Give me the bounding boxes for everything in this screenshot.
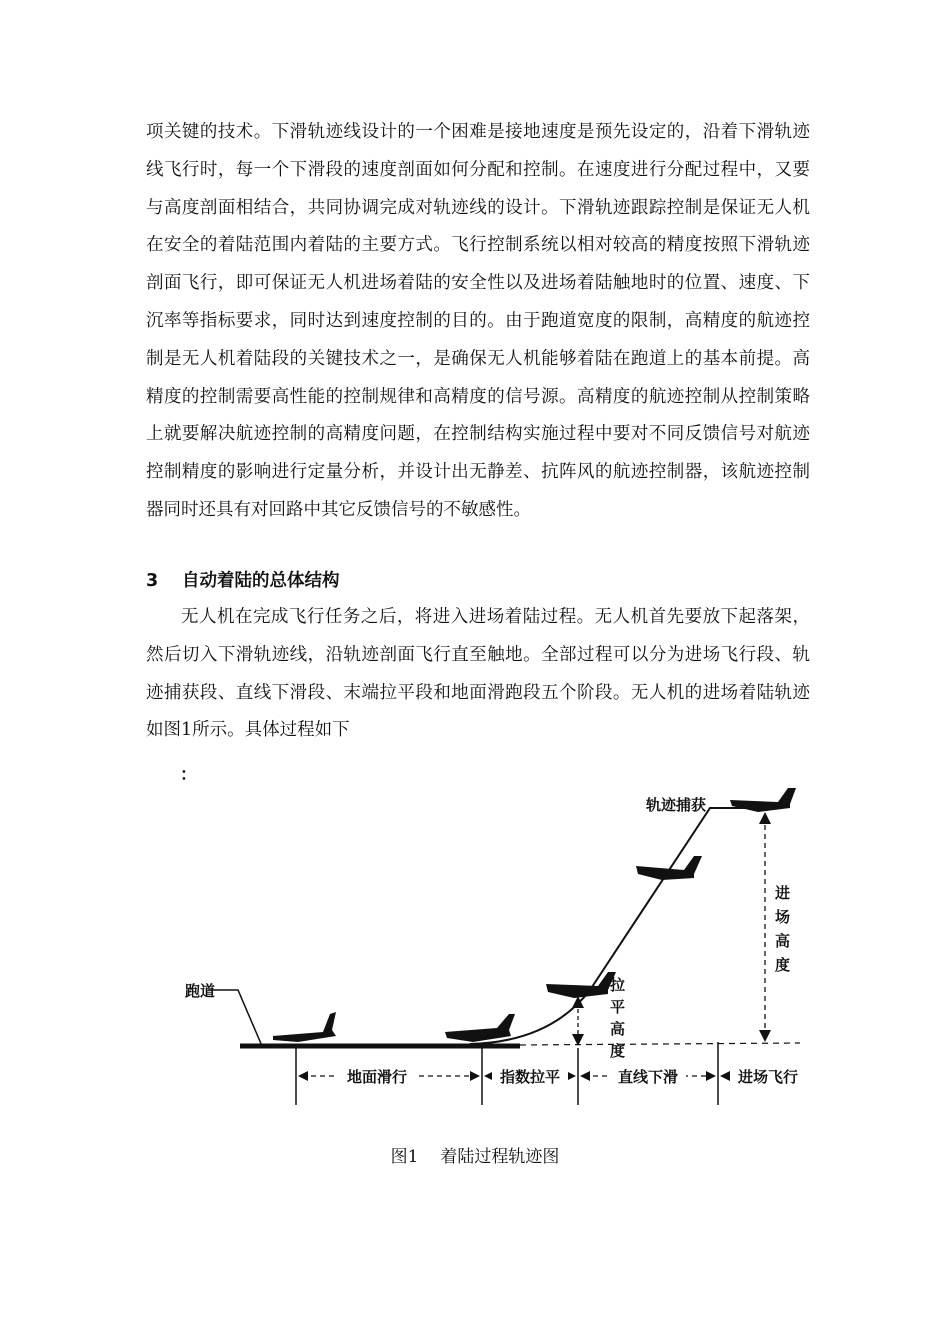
segment-label-approach-flight: 进场飞行	[737, 1068, 799, 1086]
landing-trajectory-figure	[170, 780, 820, 1120]
aircraft-icon	[273, 1012, 336, 1042]
trajectory-path	[470, 808, 745, 1044]
section-title: 自动着陆的总体结构	[182, 571, 340, 591]
svg-text:度: 度	[610, 1042, 626, 1060]
segment-label-straight-glide: 直线下滑	[617, 1068, 679, 1086]
svg-text:高: 高	[610, 1020, 626, 1038]
svg-text:度: 度	[775, 956, 791, 974]
segment-label-ground-roll: 地面滑行	[346, 1068, 408, 1086]
aircraft-icon	[636, 856, 702, 880]
approach-height-label	[774, 884, 790, 974]
svg-text:高: 高	[775, 932, 791, 950]
figure-caption	[0, 1142, 950, 1167]
flare-height-label	[610, 976, 625, 1060]
section-number: 3	[146, 571, 159, 591]
list-colon: ：	[180, 765, 197, 785]
caption-number: 图1	[390, 1147, 419, 1167]
trajectory-diagram	[170, 780, 820, 1120]
svg-text:进: 进	[775, 884, 791, 902]
svg-text:拉: 拉	[610, 976, 626, 994]
caption-title: 着陆过程轨迹图	[440, 1147, 560, 1167]
arrow-down-icon	[759, 1030, 771, 1042]
aircraft-icon	[546, 972, 616, 998]
aircraft-icon	[445, 1014, 515, 1042]
body-paragraph: 无人机在完成飞行任务之后，将进入进场着陆过程。无人机首先要放下起落架，然后切入下滑轨迹线，沿轨迹剖面飞行直至触地。全部过程可以分为进场飞行段、轨迹捕获段、直线下滑段、末端拉平段和地面滑跑段五个阶段。无人机的进场着陆轨迹如图1所示。具体过程如下	[146, 607, 810, 741]
ground-reference-dashed	[520, 1043, 800, 1045]
section-heading	[146, 567, 340, 592]
body-paragraph: 项关键的技术。下滑轨迹线设计的一个困难是接地速度是预先设定的，沿着下滑轨迹线飞行时，每一个下滑段的速度剖面如何分配和控制。在速度进行分配过程中，又要与高度剖面相结合，共同协调完成对轨迹线的设计。下滑轨迹跟踪控制是保证无人机在安全的着陆范围内着陆的主要方式。飞行控制系统以相对较高的精度按照下滑轨迹剖面飞行，即可保证无人机进场着陆的安全性以及进场着陆触地时的位置、速度、下沉率等指标要求，同时达到速度控制的目的。由于跑道宽度的限制，高精度的航迹控制是无人机着陆段的关键技术之一，是确保无人机能够着陆在跑道上的基本前提。高精度的控制需要高性能的控制规律和高精度的信号源。高精度的航迹控制从控制策略上就要解决航迹控制的高精度问题，在控制结构实施过程中要对不同反馈信号对航迹控制精度的影响进行定量分析，并设计出无静差、抗阵风的航迹控制器，该航迹控制器同时还具有对回路中其它反馈信号的不敏感性。	[146, 122, 810, 520]
capture-label: 轨迹捕获	[646, 796, 707, 814]
runway-label: 跑道	[185, 982, 216, 1000]
arrow-up-icon	[759, 812, 771, 824]
svg-text:场: 场	[775, 908, 791, 926]
arrow-down-icon	[572, 1034, 584, 1046]
runway-leader-line	[208, 990, 262, 1046]
segment-label-exponential-flare: 指数拉平	[499, 1068, 561, 1086]
svg-text:平: 平	[610, 998, 626, 1016]
